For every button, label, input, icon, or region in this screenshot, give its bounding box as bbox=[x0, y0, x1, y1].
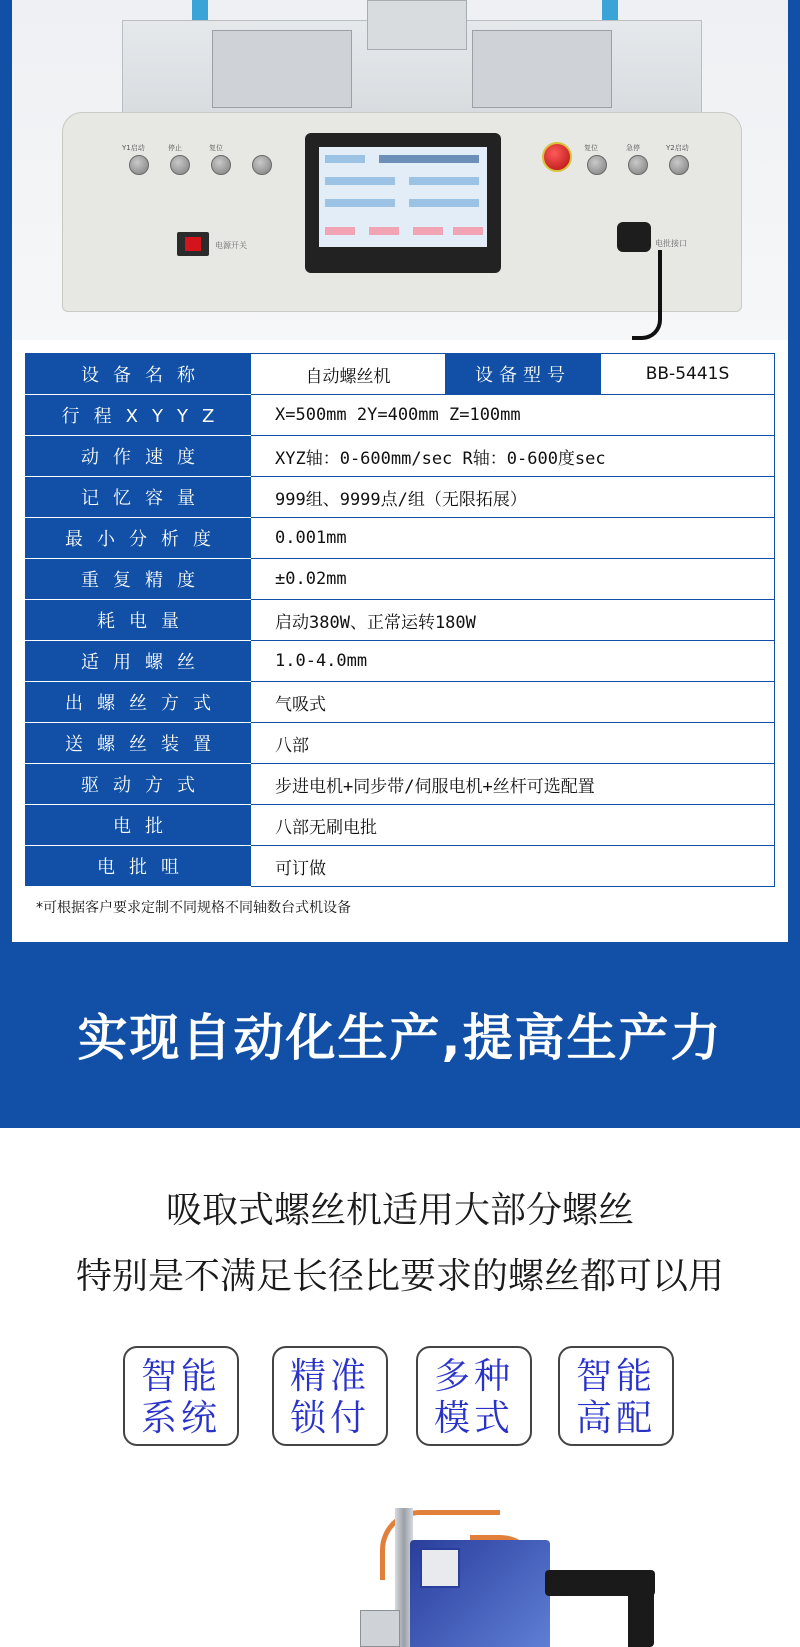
spec-footnote: *可根据客户要求定制不同规格不同轴数台式机设备 bbox=[36, 900, 351, 916]
emergency-stop-button bbox=[542, 142, 572, 172]
button-label-reset: 复位 bbox=[209, 144, 223, 152]
spec-row bbox=[26, 518, 775, 559]
screen-element bbox=[369, 227, 399, 235]
aux-button-2 bbox=[628, 155, 648, 175]
screen-element bbox=[409, 177, 479, 185]
screen-display bbox=[319, 147, 487, 247]
feature-line: 模式 bbox=[433, 1398, 514, 1439]
banner-title: 实现自动化生产,提高生产力 bbox=[77, 1009, 723, 1067]
spec-row bbox=[26, 805, 775, 846]
spec-row-label: 出螺丝方式 bbox=[26, 682, 251, 723]
description-line-1: 吸取式螺丝机适用大部分螺丝 bbox=[165, 1190, 634, 1231]
description-line-2: 特别是不满足长径比要求的螺丝都可以用 bbox=[75, 1256, 724, 1297]
feature-line: 智能 bbox=[140, 1356, 221, 1397]
mount-bracket bbox=[360, 1610, 400, 1647]
touch-screen bbox=[305, 133, 501, 273]
spec-row-value: 1.0-4.0mm bbox=[251, 641, 775, 682]
spec-row bbox=[26, 846, 775, 887]
spec-row-label: 适用螺丝 bbox=[26, 641, 251, 682]
spec-row bbox=[26, 436, 775, 477]
power-switch bbox=[177, 232, 209, 256]
work-plate-right bbox=[472, 30, 612, 108]
spec-row-value: 步进电机+同步带/伺服电机+丝杆可选配置 bbox=[251, 764, 775, 805]
spec-row-value: 八部 bbox=[251, 723, 775, 764]
power-cable bbox=[632, 250, 662, 340]
spec-row bbox=[26, 641, 775, 682]
spec-row-label: 电批 bbox=[26, 805, 251, 846]
spec-value-device-name: 自动螺丝机 bbox=[251, 354, 446, 395]
spec-row bbox=[26, 682, 775, 723]
spec-row-value: ±0.02mm bbox=[251, 559, 775, 600]
spec-header-row bbox=[26, 354, 775, 395]
spec-label-device-name: 设备名称 bbox=[26, 354, 251, 395]
spec-row-label: 重复精度 bbox=[26, 559, 251, 600]
slogan-banner bbox=[0, 942, 800, 1128]
spec-row-value: 启动380W、正常运转180W bbox=[251, 600, 775, 641]
stop-button bbox=[170, 155, 190, 175]
work-plate-left bbox=[212, 30, 352, 108]
feature-box-smart-system bbox=[123, 1346, 239, 1446]
spec-row-label: 电批咀 bbox=[26, 846, 251, 887]
screen-element bbox=[379, 155, 479, 163]
button-label-y1-start: Y1启动 bbox=[122, 144, 145, 152]
y1-start-button bbox=[129, 155, 149, 175]
gantry-head bbox=[367, 0, 467, 50]
housing-logo-plate bbox=[420, 1548, 460, 1588]
spec-row-label: 行程XYYZ bbox=[26, 395, 251, 436]
screen-element bbox=[325, 177, 395, 185]
screwdriver-connector bbox=[617, 222, 651, 252]
feature-line: 系统 bbox=[140, 1398, 221, 1439]
feature-line: 多种 bbox=[433, 1356, 514, 1397]
spec-row bbox=[26, 395, 775, 436]
button-label-y2-start: Y2启动 bbox=[666, 144, 689, 152]
spec-row-value: XYZ轴：0-600mm/sec R轴：0-600度sec bbox=[251, 436, 775, 477]
reset-button-2 bbox=[587, 155, 607, 175]
spec-table bbox=[25, 353, 775, 887]
button-label-reset-2: 复位 bbox=[584, 144, 598, 152]
spec-row bbox=[26, 723, 775, 764]
screen-element bbox=[453, 227, 483, 235]
feature-line: 精准 bbox=[289, 1356, 370, 1397]
spec-row-label: 送螺丝装置 bbox=[26, 723, 251, 764]
feature-box-precise-locking bbox=[272, 1346, 388, 1446]
spec-row-label: 记忆容量 bbox=[26, 477, 251, 518]
spec-row-value: 可订做 bbox=[251, 846, 775, 887]
spec-row bbox=[26, 559, 775, 600]
screwdriver-head-photo bbox=[0, 1500, 800, 1647]
screen-element bbox=[325, 199, 395, 207]
spec-row-label: 动作速度 bbox=[26, 436, 251, 477]
feature-box-high-config bbox=[558, 1346, 674, 1446]
spec-value-model: BB-5441S bbox=[601, 354, 775, 395]
feature-line: 高配 bbox=[575, 1398, 656, 1439]
screen-element bbox=[413, 227, 443, 235]
y2-start-button bbox=[669, 155, 689, 175]
screen-element bbox=[325, 227, 355, 235]
spec-row-value: 气吸式 bbox=[251, 682, 775, 723]
feature-box-multiple-modes bbox=[416, 1346, 532, 1446]
spec-row bbox=[26, 764, 775, 805]
power-switch-label: 电源开关 bbox=[215, 241, 247, 250]
spec-row-label: 驱动方式 bbox=[26, 764, 251, 805]
machine-photo bbox=[12, 0, 788, 340]
spec-row-label: 最小分析度 bbox=[26, 518, 251, 559]
spec-row-value: 八部无刷电批 bbox=[251, 805, 775, 846]
button-label-estop: 急停 bbox=[626, 144, 640, 152]
button-label-stop: 停止 bbox=[168, 144, 182, 152]
spec-row bbox=[26, 477, 775, 518]
spec-label-model: 设备型号 bbox=[446, 354, 601, 395]
spec-row-value: 0.001mm bbox=[251, 518, 775, 559]
connector-label: 电批接口 bbox=[655, 239, 687, 248]
spec-row-label: 耗电量 bbox=[26, 600, 251, 641]
screen-element bbox=[409, 199, 479, 207]
screen-element bbox=[325, 155, 365, 163]
feature-line: 智能 bbox=[575, 1356, 656, 1397]
reset-button bbox=[211, 155, 231, 175]
feature-line: 锁付 bbox=[289, 1398, 370, 1439]
spec-row bbox=[26, 600, 775, 641]
spec-row-value: X=500mm 2Y=400mm Z=100mm bbox=[251, 395, 775, 436]
spec-row-value: 999组、9999点/组（无限拓展） bbox=[251, 477, 775, 518]
aux-button bbox=[252, 155, 272, 175]
cable-carrier-end bbox=[628, 1570, 654, 1647]
